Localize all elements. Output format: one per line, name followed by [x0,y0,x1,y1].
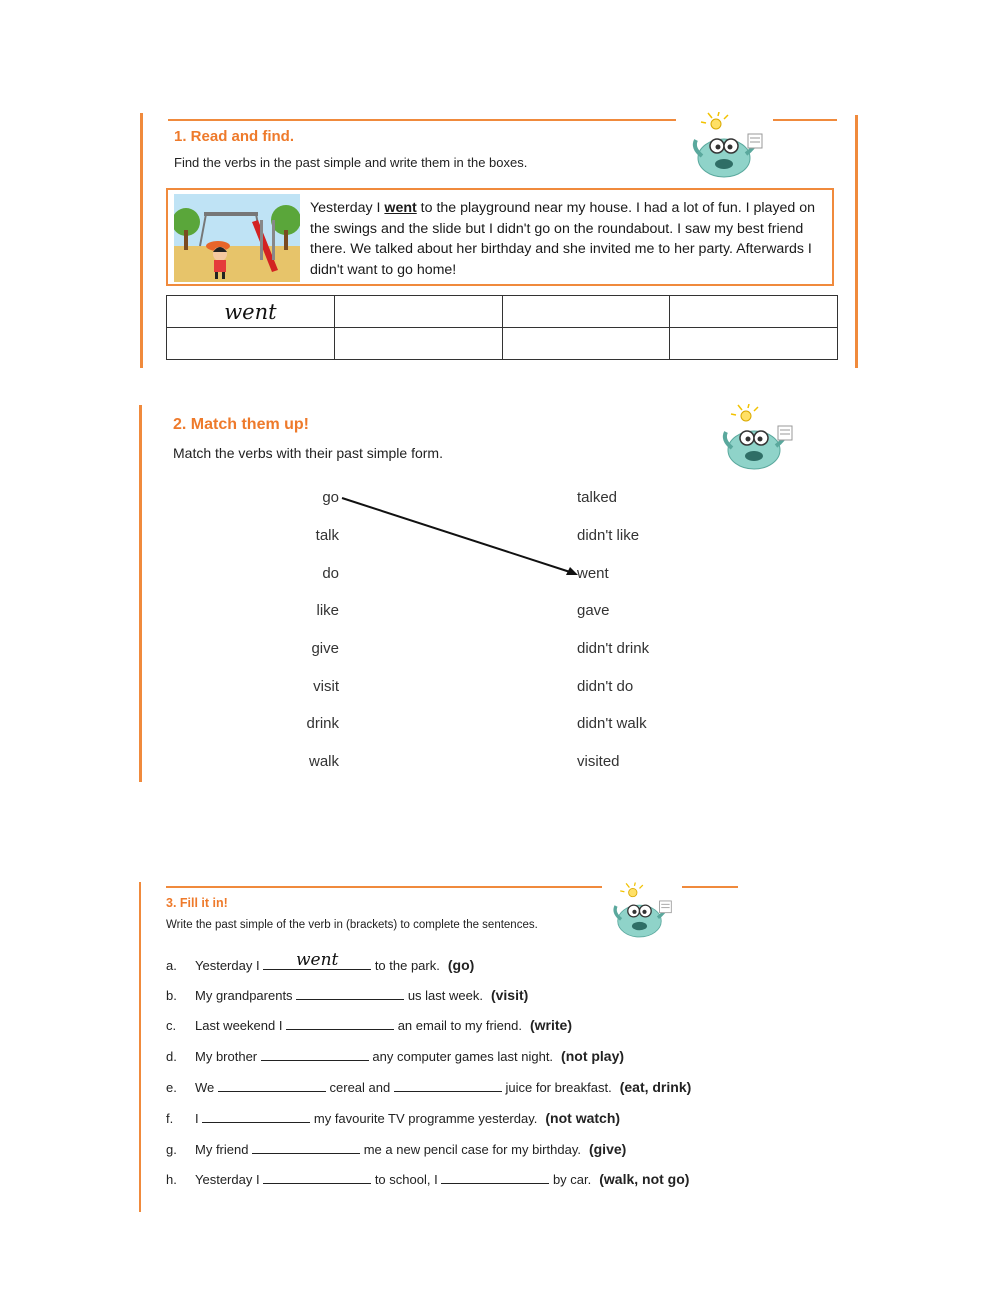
answer-boxes-table [166,295,838,360]
verb-hint: (not play) [561,1048,625,1064]
sentence-letter: f. [166,1111,174,1126]
sentence-text: My brother [195,1049,258,1064]
sentence-text: to the park. [374,958,440,973]
match-right-word[interactable]: visited [577,753,620,770]
answer-box[interactable] [167,328,335,360]
match-right-word[interactable]: didn't walk [577,715,647,732]
sentence-text: me a new pencil case for my birthday. [363,1142,581,1157]
answer-handwritten: went [224,299,277,324]
sentence-c [166,1016,572,1033]
sentence-f [166,1109,620,1126]
section3-title: 3. Fill it in! [166,896,228,910]
sentence-text: My friend [195,1142,249,1157]
answer-box[interactable] [334,296,502,328]
sentence-text: I [195,1111,199,1126]
verb-hint: (write) [529,1017,572,1033]
sentence-text: my favourite TV programme yesterday. [313,1111,538,1126]
match-right-word[interactable]: went [577,565,609,582]
section3-left-border [139,882,141,1212]
sentence-text: Last weekend I [195,1018,283,1033]
sentence-b [166,986,528,1003]
mascot-monster-icon [684,112,770,180]
answer-box[interactable] [334,328,502,360]
section1-right-border [855,115,858,368]
answer-box[interactable] [670,296,838,328]
sentence-text: us last week. [407,988,483,1003]
blank-handwritten-answer: went [295,950,339,970]
story-text-before: Yesterday I [310,200,385,216]
section1-left-border [140,113,143,368]
verb-hint: (eat, drink) [619,1079,692,1095]
match-right-word[interactable]: didn't like [577,527,640,544]
story-text-after: to the playground near my house. I had a lot of fun. I played on the swings and the slide but I didn't go on the roundabout. I saw my best friend there. We talked about her birthday and she invited me to her party. Afterwards I didn't want to go home! [310,200,816,278]
verb-hint: (go) [447,957,475,973]
sentence-h [166,1170,689,1187]
mascot-monster-icon [712,404,802,472]
fill-blank[interactable] [286,1016,394,1030]
sentence-text: by car. [552,1172,592,1187]
answer-box[interactable] [502,328,670,360]
fill-blank[interactable] [218,1078,326,1092]
match-left-word[interactable]: visit [313,678,339,695]
match-left-word[interactable]: give [311,640,339,657]
sentence-text: cereal and [329,1080,391,1095]
match-left-word[interactable]: drink [306,715,339,732]
story-highlight-went: went [384,200,417,216]
section1-title: 1. Read and find. [174,128,295,145]
sentence-e [166,1078,691,1095]
match-left-word[interactable]: like [316,602,339,619]
match-right-word[interactable]: talked [577,489,618,506]
fill-blank[interactable] [263,1170,371,1184]
fill-blank[interactable] [441,1170,549,1184]
answer-row [167,328,838,360]
sentence-text: Yesterday I [195,1172,260,1187]
sentence-text: an email to my friend. [397,1018,522,1033]
sentence-a [166,950,475,973]
sentence-text: to school, I [374,1172,438,1187]
sentence-letter: h. [166,1172,177,1187]
story-box [166,188,834,286]
sentence-d [166,1047,624,1064]
section1-top-rule [168,119,676,121]
section3-top-rule-right [682,886,738,888]
verb-hint: (not watch) [545,1110,621,1126]
verb-hint: (walk, not go) [599,1171,690,1187]
fill-blank[interactable] [394,1078,502,1092]
match-left-word[interactable]: talk [315,527,339,544]
sentence-text: any computer games last night. [372,1049,554,1064]
sentence-letter: b. [166,988,177,1003]
mascot-monster-icon [606,882,678,940]
match-right-word[interactable]: didn't do [577,678,634,695]
verb-hint: (give) [588,1141,627,1157]
section3-top-rule [166,886,602,888]
sentence-text: My grandparents [195,988,293,1003]
sentence-letter: e. [166,1080,177,1095]
sentence-text: juice for breakfast. [505,1080,612,1095]
story-text [310,198,830,280]
sentence-letter: d. [166,1049,177,1064]
fill-blank[interactable] [261,1047,369,1061]
sentence-letter: c. [166,1018,177,1033]
match-left-word[interactable]: go [322,489,339,506]
match-right-word[interactable]: gave [577,602,610,619]
section1-instruction: Find the verbs in the past simple and write them in the boxes. [174,155,528,170]
playground-illustration [174,194,300,282]
sentence-g [166,1140,626,1157]
sentence-text: We [195,1080,215,1095]
answer-row [167,296,838,328]
match-arrow-go-went [330,490,590,585]
section3-instruction: Write the past simple of the verb in (brackets) to complete the sentences. [166,919,538,931]
fill-blank[interactable] [296,986,404,1000]
fill-blank[interactable] [263,950,371,970]
match-left-word[interactable]: do [322,565,339,582]
fill-blank[interactable] [202,1109,310,1123]
sentence-letter: a. [166,958,177,973]
verb-hint: (visit) [490,987,529,1003]
sentence-letter: g. [166,1142,177,1157]
section2-title: 2. Match them up! [173,416,310,433]
match-left-word[interactable]: walk [308,753,339,770]
answer-box[interactable] [502,296,670,328]
section1-top-rule-right [773,119,837,121]
answer-box[interactable] [670,328,838,360]
match-right-word[interactable]: didn't drink [577,640,650,657]
section2-instruction: Match the verbs with their past simple form. [173,445,443,461]
sentence-text: Yesterday I [195,958,260,973]
section2-left-border [139,405,142,782]
fill-blank[interactable] [252,1140,360,1154]
answer-box[interactable] [167,296,335,328]
